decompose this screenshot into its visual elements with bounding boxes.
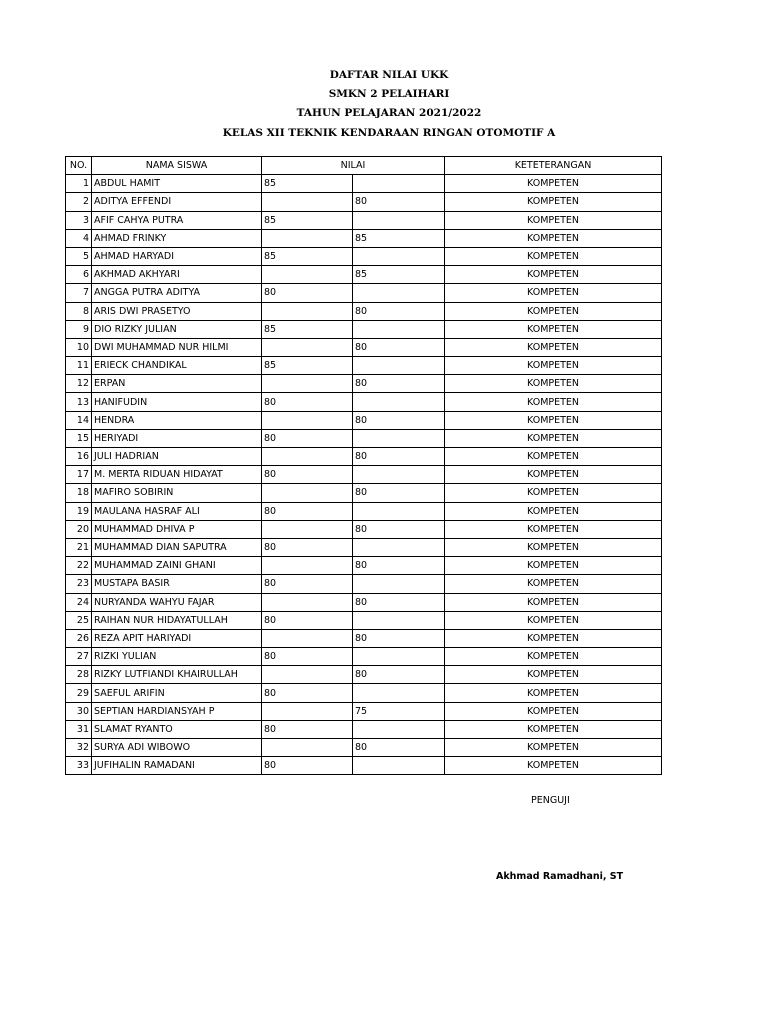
score-column-1: 80 [262, 575, 353, 593]
score-column-2 [353, 757, 445, 775]
score-column-1: 80 [262, 538, 353, 556]
student-name: JULI HADRIAN [92, 448, 262, 466]
score-column-1 [262, 338, 353, 356]
row-number: 3 [66, 211, 92, 229]
status-cell: KOMPETEN [445, 502, 662, 520]
status-cell: KOMPETEN [445, 484, 662, 502]
score-column-2 [353, 247, 445, 265]
student-name: ARIS DWI PRASETYO [92, 302, 262, 320]
grades-table [65, 156, 662, 775]
score-column-1 [262, 739, 353, 757]
score-column-1: 80 [262, 502, 353, 520]
row-number: 29 [66, 684, 92, 702]
score-column-1 [262, 229, 353, 247]
student-name: HANIFUDIN [92, 393, 262, 411]
score-column-2: 85 [353, 266, 445, 284]
status-cell: KOMPETEN [445, 520, 662, 538]
score-column-2: 80 [353, 739, 445, 757]
score-column-1: 80 [262, 429, 353, 447]
score-column-2 [353, 393, 445, 411]
status-cell: KOMPETEN [445, 757, 662, 775]
header-no: NO. [66, 157, 92, 175]
status-cell: KOMPETEN [445, 684, 662, 702]
table-row [66, 629, 662, 647]
score-column-2 [353, 502, 445, 520]
status-cell: KOMPETEN [445, 575, 662, 593]
student-name: AKHMAD AKHYARI [92, 266, 262, 284]
score-column-2: 85 [353, 229, 445, 247]
score-column-1 [262, 484, 353, 502]
status-cell: KOMPETEN [445, 175, 662, 193]
table-row [66, 684, 662, 702]
student-name: AHMAD HARYADI [92, 247, 262, 265]
status-cell: KOMPETEN [445, 247, 662, 265]
score-column-2: 80 [353, 484, 445, 502]
row-number: 26 [66, 629, 92, 647]
row-number: 6 [66, 266, 92, 284]
document-title [0, 66, 768, 143]
table-row [66, 648, 662, 666]
student-name: M. MERTA RIDUAN HIDAYAT [92, 466, 262, 484]
table-row [66, 302, 662, 320]
table-row [66, 393, 662, 411]
status-cell: KOMPETEN [445, 720, 662, 738]
student-name: DIO RIZKY JULIAN [92, 320, 262, 338]
student-name: REZA APIT HARIYADI [92, 629, 262, 647]
row-number: 13 [66, 393, 92, 411]
row-number: 17 [66, 466, 92, 484]
score-column-2 [353, 284, 445, 302]
status-cell: KOMPETEN [445, 739, 662, 757]
status-cell: KOMPETEN [445, 666, 662, 684]
score-column-2 [353, 466, 445, 484]
score-column-2: 80 [353, 193, 445, 211]
row-number: 4 [66, 229, 92, 247]
status-cell: KOMPETEN [445, 302, 662, 320]
student-name: NURYANDA WAHYU FAJAR [92, 593, 262, 611]
row-number: 22 [66, 557, 92, 575]
row-number: 15 [66, 429, 92, 447]
score-column-1: 85 [262, 320, 353, 338]
student-name: HENDRA [92, 411, 262, 429]
table-row [66, 575, 662, 593]
row-number: 25 [66, 611, 92, 629]
score-column-1 [262, 593, 353, 611]
row-number: 32 [66, 739, 92, 757]
student-name: AFIF CAHYA PUTRA [92, 211, 262, 229]
score-column-2 [353, 720, 445, 738]
table-row [66, 375, 662, 393]
student-name: SURYA ADI WIBOWO [92, 739, 262, 757]
status-cell: KOMPETEN [445, 284, 662, 302]
row-number: 30 [66, 702, 92, 720]
student-name: AHMAD FRINKY [92, 229, 262, 247]
row-number: 33 [66, 757, 92, 775]
status-cell: KOMPETEN [445, 393, 662, 411]
table-row [66, 229, 662, 247]
row-number: 2 [66, 193, 92, 211]
status-cell: KOMPETEN [445, 229, 662, 247]
score-column-1 [262, 302, 353, 320]
student-name: ERPAN [92, 375, 262, 393]
status-cell: KOMPETEN [445, 320, 662, 338]
row-number: 21 [66, 538, 92, 556]
status-cell: KOMPETEN [445, 466, 662, 484]
student-name: DWI MUHAMMAD NUR HILMI [92, 338, 262, 356]
table-row [66, 466, 662, 484]
score-column-1: 85 [262, 357, 353, 375]
student-name: RAIHAN NUR HIDAYATULLAH [92, 611, 262, 629]
table-row [66, 520, 662, 538]
row-number: 24 [66, 593, 92, 611]
student-name: HERIYADI [92, 429, 262, 447]
status-cell: KOMPETEN [445, 593, 662, 611]
score-column-1: 85 [262, 211, 353, 229]
table-row [66, 739, 662, 757]
title-line-1: DAFTAR NILAI UKK [329, 69, 449, 81]
score-column-1 [262, 702, 353, 720]
score-column-2 [353, 357, 445, 375]
table-row [66, 502, 662, 520]
score-column-1 [262, 520, 353, 538]
status-cell: KOMPETEN [445, 448, 662, 466]
score-column-2 [353, 538, 445, 556]
table-row [66, 266, 662, 284]
row-number: 20 [66, 520, 92, 538]
status-cell: KOMPETEN [445, 648, 662, 666]
score-column-2 [353, 575, 445, 593]
score-column-1 [262, 411, 353, 429]
student-name: ANGGA PUTRA ADITYA [92, 284, 262, 302]
score-column-2 [353, 211, 445, 229]
row-number: 12 [66, 375, 92, 393]
score-column-2: 80 [353, 338, 445, 356]
student-name: SAEFUL ARIFIN [92, 684, 262, 702]
score-column-1 [262, 557, 353, 575]
score-column-2: 75 [353, 702, 445, 720]
score-column-2: 80 [353, 629, 445, 647]
title-line-2: SMKN 2 PELAIHARI [328, 88, 450, 101]
score-column-1 [262, 193, 353, 211]
student-name: MAULANA HASRAF ALI [92, 502, 262, 520]
student-name: MUHAMMAD DHIVA P [92, 520, 262, 538]
table-row [66, 193, 662, 211]
student-name: ADITYA EFFENDI [92, 193, 262, 211]
table-row [66, 720, 662, 738]
score-column-2 [353, 320, 445, 338]
score-column-1: 80 [262, 466, 353, 484]
score-column-2: 80 [353, 520, 445, 538]
table-row [66, 557, 662, 575]
title-line-3: TAHUN PELAJARAN 2021/2022 [296, 107, 482, 120]
table-row [66, 247, 662, 265]
status-cell: KOMPETEN [445, 357, 662, 375]
table-row [66, 175, 662, 193]
table-row [66, 757, 662, 775]
student-name: ERIECK CHANDIKAL [92, 357, 262, 375]
table-row [66, 538, 662, 556]
status-cell: KOMPETEN [445, 411, 662, 429]
score-column-1: 80 [262, 648, 353, 666]
status-cell: KOMPETEN [445, 702, 662, 720]
row-number: 18 [66, 484, 92, 502]
status-cell: KOMPETEN [445, 211, 662, 229]
row-number: 19 [66, 502, 92, 520]
score-column-2: 80 [353, 302, 445, 320]
score-column-1: 85 [262, 247, 353, 265]
status-cell: KOMPETEN [445, 538, 662, 556]
table-row [66, 484, 662, 502]
score-column-2: 80 [353, 593, 445, 611]
score-column-2 [353, 684, 445, 702]
status-cell: KOMPETEN [445, 193, 662, 211]
student-name: MUHAMMAD DIAN SAPUTRA [92, 538, 262, 556]
row-number: 8 [66, 302, 92, 320]
student-name: MUSTAPA BASIR [92, 575, 262, 593]
table-row [66, 611, 662, 629]
score-column-1: 80 [262, 684, 353, 702]
score-column-2 [353, 611, 445, 629]
header-name: NAMA SISWA [92, 157, 262, 175]
status-cell: KOMPETEN [445, 338, 662, 356]
table-row [66, 357, 662, 375]
status-cell: KOMPETEN [445, 611, 662, 629]
score-column-2: 80 [353, 411, 445, 429]
row-number: 7 [66, 284, 92, 302]
score-column-1: 80 [262, 284, 353, 302]
status-cell: KOMPETEN [445, 629, 662, 647]
score-column-2: 80 [353, 557, 445, 575]
row-number: 27 [66, 648, 92, 666]
header-nilai: NILAI [262, 157, 445, 175]
table-row [66, 320, 662, 338]
row-number: 11 [66, 357, 92, 375]
status-cell: KOMPETEN [445, 557, 662, 575]
table-row [66, 448, 662, 466]
row-number: 23 [66, 575, 92, 593]
score-column-1 [262, 375, 353, 393]
table-row [66, 284, 662, 302]
student-name: JUFIHALIN RAMADANI [92, 757, 262, 775]
row-number: 16 [66, 448, 92, 466]
score-column-1 [262, 629, 353, 647]
student-name: RIZKY LUTFIANDI KHAIRULLAH [92, 666, 262, 684]
row-number: 1 [66, 175, 92, 193]
table-header-row [66, 157, 662, 175]
student-name: MAFIRO SOBIRIN [92, 484, 262, 502]
score-column-2 [353, 175, 445, 193]
score-column-2: 80 [353, 375, 445, 393]
table-body [66, 175, 662, 775]
student-name: RIZKI YULIAN [92, 648, 262, 666]
student-name: SLAMAT RYANTO [92, 720, 262, 738]
status-cell: KOMPETEN [445, 375, 662, 393]
student-name: ABDUL HAMIT [92, 175, 262, 193]
status-cell: KOMPETEN [445, 429, 662, 447]
row-number: 28 [66, 666, 92, 684]
header-keterangan: KETETERANGAN [445, 157, 662, 175]
table-row [66, 702, 662, 720]
score-column-1: 80 [262, 393, 353, 411]
student-name: SEPTIAN HARDIANSYAH P [92, 702, 262, 720]
row-number: 10 [66, 338, 92, 356]
table-row [66, 429, 662, 447]
student-name: MUHAMMAD ZAINI GHANI [92, 557, 262, 575]
row-number: 9 [66, 320, 92, 338]
score-column-1: 85 [262, 175, 353, 193]
score-column-1: 80 [262, 611, 353, 629]
table-row [66, 338, 662, 356]
score-column-1: 80 [262, 757, 353, 775]
score-column-2: 80 [353, 666, 445, 684]
score-column-1 [262, 266, 353, 284]
row-number: 31 [66, 720, 92, 738]
title-line-4: KELAS XII TEKNIK KENDARAAN RINGAN OTOMOTIF A [222, 126, 556, 139]
score-column-1: 80 [262, 720, 353, 738]
table-row [66, 593, 662, 611]
table-row [66, 411, 662, 429]
score-column-2: 80 [353, 448, 445, 466]
examiner-name: Akhmad Ramadhani, ST [496, 871, 624, 882]
table-row [66, 211, 662, 229]
row-number: 5 [66, 247, 92, 265]
score-column-1 [262, 666, 353, 684]
examiner-label: PENGUJI [531, 795, 570, 806]
status-cell: KOMPETEN [445, 266, 662, 284]
table-row [66, 666, 662, 684]
score-column-2 [353, 429, 445, 447]
score-column-1 [262, 448, 353, 466]
row-number: 14 [66, 411, 92, 429]
score-column-2 [353, 648, 445, 666]
